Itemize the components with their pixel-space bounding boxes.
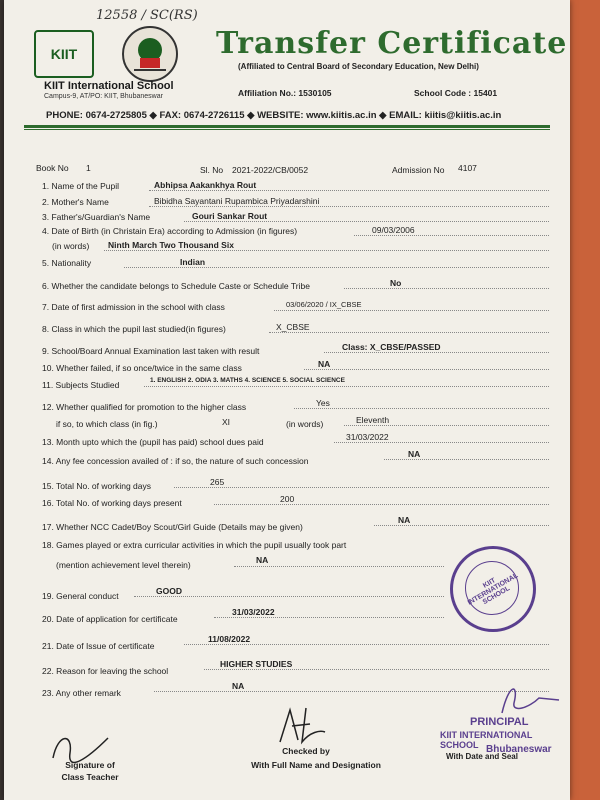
field-5-value: Indian <box>180 257 206 267</box>
field-12b-label: if so, to which class (in fig.) <box>56 419 158 429</box>
field-11-value: 1. ENGLISH 2. ODIA 3. MATHS 4. SCIENCE 5. SOCIAL SCIENCE <box>150 377 345 384</box>
field-line <box>234 566 444 567</box>
field-12b-words-value: Eleventh <box>356 415 390 425</box>
field-line <box>144 386 549 387</box>
field-22-value: HIGHER STUDIES <box>220 659 293 669</box>
field-12b-words-label: (in words) <box>286 419 324 429</box>
field-4-label: 4. Date of Birth (in Christain Era) according to Admission (in figures) <box>42 226 298 236</box>
contact-line: PHONE: 0674-2725805 ◆ FAX: 0674-2726115 ◆ WEBSITE: www.kiitis.ac.in ◆ EMAIL: kiitis@kiitis.ac.in <box>46 110 502 121</box>
sl-no-label: Sl. No <box>200 165 224 175</box>
field-line <box>154 691 549 692</box>
field-19-value: GOOD <box>156 586 182 596</box>
field-line <box>149 190 549 191</box>
field-13-label: 13. Month upto which the (pupil has paid) school dues paid <box>42 437 264 447</box>
field-8-label: 8. Class in which the pupil last studied(in figures) <box>42 324 226 334</box>
field-line <box>184 221 549 222</box>
field-15-label: 15. Total No. of working days <box>42 481 151 491</box>
field-12-label: 12. Whether qualified for promotion to the higher class <box>42 402 247 412</box>
field-line <box>374 525 549 526</box>
field-3-value: Gouri Sankar Rout <box>192 211 268 221</box>
header-divider-thin <box>24 129 550 130</box>
class-teacher-label-2: Class Teacher <box>61 772 119 782</box>
field-10-value: NA <box>318 359 331 369</box>
affiliation-board: (Affiliated to Central Board of Secondary Education, New Delhi) <box>238 62 479 71</box>
school-code: School Code : 15401 <box>414 88 498 98</box>
principal-signature <box>494 678 564 718</box>
field-line <box>134 596 444 597</box>
field-7-label: 7. Date of first admission in the school with class <box>42 302 225 312</box>
field-18-label-2: (mention achievement level therein) <box>56 560 191 570</box>
field-23-value: NA <box>232 681 245 691</box>
field-9-label: 9. School/Board Annual Examination last taken with result <box>42 346 260 356</box>
sl-no-value: 2021-2022/CB/0052 <box>232 165 309 175</box>
field-22-label: 22. Reason for leaving the school <box>42 666 169 676</box>
field-8-value: X_CBSE <box>276 322 310 332</box>
field-15-value: 265 <box>210 477 225 487</box>
field-14-label: 14. Any fee concession availed of : if so, the nature of such concession <box>42 456 309 466</box>
stamp-text: KIIT INTERNATIONAL SCHOOL <box>466 572 520 607</box>
field-18-label: 18. Games played or extra curricular activities in which the pupil usually took part <box>42 540 347 550</box>
principal-seal-note: With Date and Seal <box>446 752 518 761</box>
field-2-label: 2. Mother's Name <box>42 197 109 207</box>
affiliation-number: Affiliation No.: 1530105 <box>238 88 332 98</box>
field-7-value: 03/06/2020 / IX_CBSE <box>286 300 362 309</box>
emblem-graphic <box>124 28 176 80</box>
principal-school: KIIT INTERNATIONAL SCHOOL <box>440 730 533 750</box>
field-line <box>174 487 549 488</box>
field-5-label: 5. Nationality <box>42 258 92 268</box>
field-3-label: 3. Father's/Guardian's Name <box>42 212 151 222</box>
book-no-label: Book No <box>36 163 69 173</box>
field-12-value: Yes <box>316 398 330 408</box>
class-teacher-label-1: Signature of <box>65 760 115 770</box>
handwritten-reference: 12558 / SC(RS) <box>96 8 198 23</box>
field-line <box>294 408 549 409</box>
field-line <box>214 617 444 618</box>
field-16-value: 200 <box>280 494 295 504</box>
book-no-value: 1 <box>86 163 91 173</box>
field-23-label: 23. Any other remark <box>42 688 121 698</box>
principal-title: PRINCIPAL <box>470 716 529 728</box>
field-16-label: 16. Total No. of working days present <box>42 498 182 508</box>
certificate-title: Transfer Certificate <box>216 26 568 61</box>
field-17-value: NA <box>398 515 411 525</box>
field-20-label: 20. Date of application for certificate <box>42 614 178 624</box>
field-11-label: 11. Subjects Studied <box>42 380 120 390</box>
field-line <box>204 669 549 670</box>
checker-signature <box>270 702 330 750</box>
field-14-value: NA <box>408 449 421 459</box>
admission-no-value: 4107 <box>458 163 477 173</box>
field-1-value: Abhipsa Aakankhya Rout <box>154 180 257 190</box>
field-line <box>274 310 549 311</box>
field-line <box>324 352 549 353</box>
field-line <box>304 369 549 370</box>
field-line <box>184 644 549 645</box>
field-4b-label: (in words) <box>52 241 90 251</box>
field-18-value: NA <box>256 555 269 565</box>
kiit-logo: KIIT <box>34 30 94 78</box>
field-line <box>149 206 549 207</box>
admission-no-label: Admission No <box>392 165 445 175</box>
field-19-label: 19. General conduct <box>42 591 119 601</box>
checked-by-label: Checked by <box>282 746 330 756</box>
certificate-page <box>4 0 570 800</box>
field-10-label: 10. Whether failed, if so once/twice in the same class <box>42 363 242 373</box>
field-6-label: 6. Whether the candidate belongs to Schedule Caste or Schedule Tribe <box>42 281 310 291</box>
field-2-value: Bibidha Sayantani Rupambica Priyadarshini <box>154 196 320 206</box>
field-21-value: 11/08/2022 <box>208 634 251 644</box>
field-4-value: 09/03/2006 <box>372 225 415 235</box>
header-divider <box>24 125 550 128</box>
field-1-label: 1. Name of the Pupil <box>42 181 120 191</box>
field-21-label: 21. Date of Issue of certificate <box>42 641 155 651</box>
school-emblem-icon <box>122 26 178 82</box>
checked-by-designation: With Full Name and Designation <box>251 760 381 770</box>
school-stamp <box>450 546 536 632</box>
field-line <box>384 459 549 460</box>
field-line <box>124 267 549 268</box>
field-4b-value: Ninth March Two Thousand Six <box>108 240 234 250</box>
school-name: KIIT International School <box>44 80 174 92</box>
field-line <box>344 425 549 426</box>
field-line <box>354 235 549 236</box>
field-12b-value: XI <box>222 417 231 427</box>
principal-place: Bhubaneswar <box>486 744 552 755</box>
field-20-value: 31/03/2022 <box>232 607 275 617</box>
field-line <box>334 442 549 443</box>
field-9-value: Class: X_CBSE/PASSED <box>342 342 441 352</box>
field-line <box>214 504 549 505</box>
field-6-value: No <box>390 278 402 288</box>
field-line <box>344 288 549 289</box>
school-address: Campus-9, AT/PO: KIIT, Bhubaneswar <box>44 93 163 100</box>
class-teacher-signature <box>48 728 118 764</box>
field-line <box>104 250 549 251</box>
field-line <box>269 332 549 333</box>
field-13-value: 31/03/2022 <box>346 432 389 442</box>
field-17-label: 17. Whether NCC Cadet/Boy Scout/Girl Guide (Details may be given) <box>42 522 303 532</box>
